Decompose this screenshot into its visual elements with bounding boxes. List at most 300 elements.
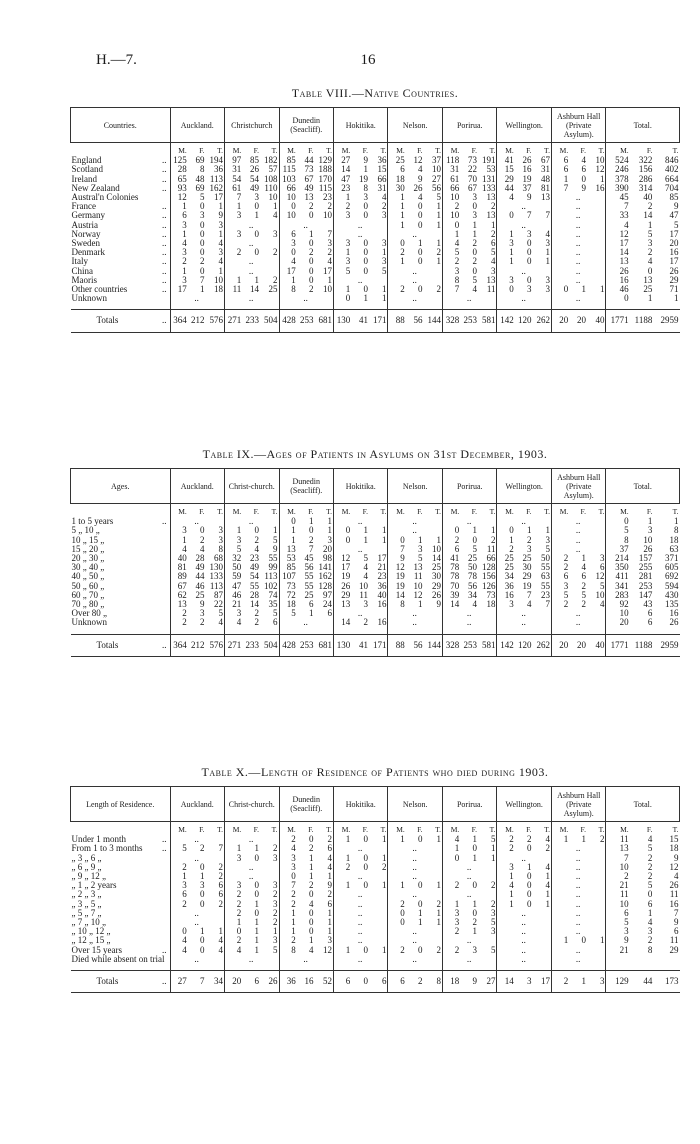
table-cell: 1 <box>647 908 653 918</box>
table-cell: 0 <box>442 854 460 863</box>
sex-subheader: F. <box>199 825 205 834</box>
table-cell: 5 <box>545 544 550 554</box>
table-cell: .. <box>357 908 363 918</box>
table-cell <box>442 936 460 945</box>
table-cell <box>551 526 569 535</box>
table-cell: 173 <box>653 971 679 993</box>
table-cell: 21 <box>606 946 630 955</box>
table-cell: 63 <box>669 544 679 554</box>
table-cell: 4 <box>327 257 333 267</box>
table-caption: Native Countries. <box>364 86 459 100</box>
table-cell <box>587 248 606 257</box>
sex-subheader: M. <box>279 822 297 836</box>
table-cell <box>587 927 606 936</box>
table-cell: 1 <box>200 285 205 295</box>
column-header-group: Christchurch <box>225 108 280 143</box>
table-cell: 2 <box>442 536 460 545</box>
table-cell: 40 <box>377 590 387 600</box>
table-cell: 2 <box>273 890 278 900</box>
table-cell: 0 <box>527 275 532 285</box>
table-cell: .. <box>357 220 363 230</box>
table-cell: .. <box>412 618 417 628</box>
table-cell <box>388 517 406 526</box>
table-cell: 10 <box>359 581 369 591</box>
table-cell <box>478 618 497 627</box>
table-cell: .. <box>248 835 254 845</box>
table-cell: 26 <box>522 156 532 166</box>
table-cell: 49 <box>195 563 205 573</box>
table-cell: 1 <box>581 835 586 845</box>
table-row <box>71 257 680 266</box>
sex-subheader: T. <box>380 507 387 516</box>
table-cell: 5 <box>490 248 496 258</box>
table-cell: 581 <box>478 310 497 332</box>
table-cell: 35 <box>268 600 278 610</box>
table-cell: 1 <box>200 872 205 882</box>
table-cell: 2 <box>279 835 297 844</box>
table-cell: 581 <box>478 634 497 656</box>
table-cell: 29 <box>431 581 441 591</box>
table-cell: 1 <box>442 844 460 853</box>
table-cell <box>551 890 569 899</box>
table-cell: 47 <box>669 211 679 221</box>
column-header-group: Hokitika. <box>334 787 388 822</box>
table-cell <box>388 890 406 899</box>
table-cell: 1 <box>551 936 569 945</box>
table-cell <box>279 955 297 964</box>
table-row <box>71 156 680 165</box>
table-cell: 8 <box>606 536 630 545</box>
sex-subheader: F. <box>526 507 532 516</box>
table-cell: 3 <box>587 971 606 993</box>
row-label: Scotland <box>71 165 103 175</box>
table-cell: .. <box>575 890 581 900</box>
table-cell: 2 <box>490 899 496 909</box>
table-cell: 1 <box>472 899 478 909</box>
table-cell: 26 <box>431 590 441 600</box>
column-header-group: Total. <box>606 108 680 143</box>
table-cell: 4 <box>527 600 532 610</box>
table-cell: 4 <box>497 193 515 202</box>
sex-subheader: T. <box>598 507 605 516</box>
table-cell: 55 <box>250 581 260 591</box>
table-cell: 16 <box>377 618 387 628</box>
table-cell: 8 <box>647 945 653 955</box>
table-row <box>71 936 680 945</box>
table-cell <box>587 618 606 627</box>
table-cell: 504 <box>260 310 279 332</box>
table-cell: 41 <box>351 634 369 656</box>
table-cell: 10 <box>323 285 333 295</box>
table-cell: 25 <box>304 590 314 600</box>
table-cell: .. <box>412 229 417 239</box>
table-cell: 10 <box>643 535 653 545</box>
table-cell <box>587 202 606 211</box>
table-cell <box>587 955 606 964</box>
table-cell: 54 <box>225 175 243 184</box>
sex-subheader: M. <box>170 504 188 518</box>
table-cell: .. <box>466 872 472 882</box>
table-cell: 13 <box>486 211 496 221</box>
sex-subheader: T. <box>435 507 441 516</box>
table-cell <box>225 267 243 276</box>
table-cell <box>388 267 406 276</box>
table-cell: 4 <box>581 563 586 573</box>
table-cell <box>551 239 569 248</box>
table-cell: 0 <box>527 844 532 854</box>
table-cell: 89 <box>170 572 188 581</box>
table-cell: 1 <box>545 526 550 536</box>
table-cell: .. <box>357 275 363 285</box>
table-cell: 14 <box>334 165 352 174</box>
column-header-group: Nelson. <box>388 469 443 504</box>
table-cell <box>225 517 243 526</box>
table-cell: 1 <box>279 909 297 918</box>
table-cell: 5 <box>490 945 496 955</box>
table-cell: 0 <box>442 526 460 535</box>
table-cell: 6 <box>551 572 569 581</box>
table-row <box>71 863 680 872</box>
table-cell: 1 <box>170 202 188 211</box>
table-cell <box>334 230 352 239</box>
table-cell <box>388 844 406 853</box>
table-cell: 14 <box>334 618 352 627</box>
table-cell: 13 <box>643 275 653 285</box>
table-cell: 7 <box>606 854 630 863</box>
table-cell: 262 <box>533 310 552 332</box>
table-row <box>71 285 680 294</box>
table-cell: 5 <box>218 609 223 619</box>
table-cell: 7 <box>200 275 205 285</box>
table-cell: 25 <box>468 554 478 564</box>
table-cell: 1 <box>273 202 278 212</box>
table-cell: 5 <box>225 545 243 554</box>
table-cell <box>424 618 443 627</box>
table-cell: .. <box>357 936 363 946</box>
table-cell <box>533 618 552 627</box>
table-cell: 1 <box>327 908 332 918</box>
table-cell: 1 <box>273 927 278 937</box>
table-cell: 34 <box>468 590 478 600</box>
table-cell: 17 <box>669 229 679 239</box>
table-cell: 0 <box>309 239 314 249</box>
table-cell: 605 <box>665 563 679 573</box>
table-cell <box>551 863 569 872</box>
table-cell: 1 <box>388 257 406 266</box>
table-cell: 2959 <box>653 310 679 332</box>
table-cell: 1 <box>334 881 352 890</box>
table-cell: 1 <box>436 220 441 230</box>
table-cell: 5 <box>442 248 460 257</box>
table-cell: 13 <box>304 193 314 203</box>
table-cell: 3 <box>254 193 260 203</box>
table-cell: 3 <box>327 239 333 249</box>
table-cell: 8 <box>424 971 443 993</box>
table-cell: 3 <box>170 248 188 257</box>
table-cell: .. <box>575 945 581 955</box>
table-row <box>71 267 680 276</box>
leader-dots: .. <box>162 156 167 166</box>
table-cell <box>369 844 388 853</box>
table-cell <box>587 517 606 526</box>
table-caption: Ages of Patients in Asylums on 31st December, 1903. <box>266 447 548 461</box>
table-cell: 144 <box>424 634 443 656</box>
table-cell: 1 <box>418 535 423 545</box>
table-cell: 81 <box>540 183 550 193</box>
table-cell: 2 <box>279 890 297 899</box>
row-label: 30 „ 40 „ <box>71 563 105 573</box>
table-row <box>71 211 680 220</box>
table-cell <box>334 872 352 881</box>
table-cell: 3 <box>442 918 460 927</box>
table-cell <box>551 881 569 890</box>
table-cell: 147 <box>638 590 653 600</box>
table-cell <box>424 294 443 303</box>
table-cell: 16 <box>497 591 515 600</box>
table-cell: .. <box>575 844 581 854</box>
table-cell: 1 <box>436 239 441 249</box>
table-cell: .. <box>412 844 417 854</box>
table-cell: 0 <box>472 844 478 854</box>
table-cell: 3 <box>490 927 496 937</box>
column-header-first: Ages. <box>71 469 171 504</box>
table-cell <box>551 946 569 955</box>
table-cell <box>424 955 443 964</box>
table-cell: 7 <box>279 881 297 890</box>
table-cell: 2 <box>436 945 441 955</box>
leader-dots: .. <box>162 202 167 212</box>
sex-subheader: T. <box>380 825 387 834</box>
table-cell: 13 <box>486 275 496 285</box>
table-cell: 7 <box>674 908 679 918</box>
table-cell: 9 <box>418 174 423 184</box>
table-cell: 18 <box>669 535 679 545</box>
table-cell: 26 <box>669 266 679 276</box>
sex-subheader: F. <box>199 146 205 155</box>
table-cell: 2 <box>472 918 478 928</box>
table-cell: .. <box>521 927 526 937</box>
table-cell: 3 <box>527 285 532 295</box>
table-cell: 8 <box>279 946 297 955</box>
table-cell: 26 <box>250 165 260 175</box>
table-cell: 4 <box>218 239 223 249</box>
table-cell: 17 <box>669 257 679 267</box>
table-cell: 6 <box>674 927 679 937</box>
table-cell: 23 <box>250 554 260 564</box>
sex-subheader: M. <box>388 822 406 836</box>
table-cell: 2 <box>170 900 188 909</box>
table-cell <box>551 900 569 909</box>
table-cell: 1 <box>436 881 441 891</box>
table-cell: 29 <box>522 572 532 582</box>
table-cell: 1 <box>200 927 205 937</box>
table-cell: .. <box>466 936 472 946</box>
table-cell: 3 <box>218 526 223 536</box>
sex-subheader: M. <box>606 143 630 157</box>
table-cell: 66 <box>442 184 460 193</box>
table-cell: 2 <box>599 835 605 845</box>
table-cell: 212 <box>188 634 206 656</box>
table-cell: 0 <box>581 936 586 946</box>
table-cell <box>369 517 388 526</box>
table-cell: 56 <box>406 634 424 656</box>
column-header-group: Auckland. <box>170 787 225 822</box>
table-cell: 1 <box>381 248 387 258</box>
table-native-countries <box>70 86 680 333</box>
table-cell: 1 <box>497 890 515 899</box>
table-cell: 0 <box>527 257 532 267</box>
table-cell <box>225 955 243 964</box>
table-cell: 281 <box>638 572 653 582</box>
table-cell <box>315 955 334 964</box>
column-header-group: Nelson. <box>388 787 443 822</box>
table-cell: 50 <box>468 563 478 573</box>
table-cell: 26 <box>413 183 423 193</box>
table-row <box>71 526 680 535</box>
table-cell: .. <box>575 211 581 221</box>
table-cell: 73 <box>468 156 478 166</box>
table-cell: 0 <box>309 257 314 267</box>
table-cell: 3 <box>225 211 243 220</box>
table-row <box>71 609 680 618</box>
table-cell: .. <box>521 853 526 863</box>
table-cell: 4 <box>472 285 478 295</box>
table-cell: 162 <box>209 183 223 193</box>
table-cell: 4 <box>442 835 460 844</box>
table-cell <box>170 854 188 863</box>
sex-subheader: F. <box>308 146 314 155</box>
table-cell: .. <box>248 220 254 230</box>
table-cell <box>587 900 606 909</box>
table-cell: 10 <box>279 211 297 220</box>
column-header-first: Countries. <box>71 108 171 143</box>
sex-subheader: T. <box>380 146 387 155</box>
table-cell: 1 <box>254 945 260 955</box>
table-cell: 6 <box>551 156 569 165</box>
table-cell: .. <box>248 872 254 882</box>
table-cell <box>497 909 515 918</box>
table-cell: 3 <box>497 239 515 248</box>
sex-subheader: T. <box>435 146 441 155</box>
table-cell <box>170 955 188 964</box>
table-cell: 1 <box>279 918 297 927</box>
table-cell: 9 <box>674 853 679 863</box>
table-cell <box>587 257 606 266</box>
table-cell: 10 <box>606 900 630 909</box>
table-cell: 9 <box>674 202 679 212</box>
table-cell: 0 <box>200 899 205 909</box>
table-cell: .. <box>412 609 417 619</box>
table-cell: 8 <box>363 183 369 193</box>
table-cell: 4 <box>309 899 314 909</box>
table-cell: 0 <box>388 909 406 918</box>
table-cell: .. <box>357 844 363 854</box>
sex-subheader: F. <box>253 825 260 834</box>
table-cell <box>424 890 443 899</box>
table-cell <box>630 955 654 964</box>
table-cell: 2 <box>309 844 314 854</box>
table-cell: 3 <box>218 248 223 258</box>
table-cell: 74 <box>268 590 278 600</box>
column-header-group: Ashburn Hall (Private Asylum). <box>551 787 606 822</box>
table-row <box>71 294 680 303</box>
table-cell: 0 <box>418 835 423 845</box>
sex-subheader: F. <box>580 825 586 834</box>
table-cell: 26 <box>606 267 630 276</box>
table-cell: 129 <box>318 156 333 166</box>
table-cell: 5 <box>647 844 653 854</box>
table-cell: 1 <box>497 536 515 545</box>
table-cell: 5 <box>647 229 653 239</box>
table-cell: .. <box>575 853 581 863</box>
table-cell: 3 <box>381 257 387 267</box>
table-cell: 3 <box>334 239 352 248</box>
table-cell: 36 <box>214 165 223 175</box>
table-cell <box>551 230 569 239</box>
sex-subheader: M. <box>551 822 569 836</box>
table-cell <box>533 955 552 964</box>
table-cell: 2 <box>647 872 653 882</box>
table-cell: 2 <box>200 257 205 267</box>
table-cell: 3 <box>273 229 278 239</box>
table-cell: 34 <box>497 572 515 581</box>
table-cell: 14 <box>431 554 441 564</box>
table-cell: 0 <box>309 918 314 928</box>
table-cell: 70 <box>442 582 460 591</box>
table-cell: 0 <box>527 872 532 882</box>
table-cell: 14 <box>442 600 460 609</box>
table-cell: 1 <box>327 918 332 928</box>
row-label: 50 „ 60 „ <box>71 581 105 591</box>
table-cell: 3 <box>545 535 550 545</box>
table-cell: 14 <box>643 211 653 221</box>
table-cell: 65 <box>170 175 188 184</box>
table-cell: 110 <box>264 183 278 193</box>
table-cell: 5 <box>599 581 605 591</box>
table-cell: 14 <box>497 971 515 993</box>
table-cell: 102 <box>264 581 278 591</box>
table-cell: 78 <box>442 563 460 572</box>
table-cell: 2 <box>309 248 314 258</box>
table-cell: 3 <box>472 211 478 221</box>
table-cell: 7 <box>225 193 243 202</box>
table-cell <box>551 536 569 545</box>
table-cell: 31 <box>540 165 550 175</box>
table-cell: 17 <box>214 193 223 203</box>
table-cell: 214 <box>606 554 630 563</box>
sex-subheader: F. <box>580 146 586 155</box>
table-cell: 1 <box>418 600 423 610</box>
table-cell: 0 <box>200 248 205 258</box>
table-cell: 0 <box>363 285 369 295</box>
table-cell: 1 <box>436 918 441 928</box>
table-cell: 3 <box>515 971 533 993</box>
table-cell: 156 <box>638 165 653 175</box>
table-cell: 156 <box>481 572 496 582</box>
table-cell: 14 <box>606 248 630 257</box>
table-cell: 1 <box>273 526 278 536</box>
table-cell: 6 <box>218 881 223 891</box>
table-cell: 286 <box>638 174 653 184</box>
table-cell: 12 <box>388 563 406 572</box>
table-row <box>71 536 680 545</box>
table-cell: 1 <box>599 285 605 295</box>
table-cell: 1 <box>472 220 478 230</box>
table-cell: 17 <box>279 267 297 276</box>
table-cell: 0 <box>418 248 423 258</box>
table-caption: Length of Residence of Patients who died during 1903. <box>260 765 549 779</box>
table-cell: 1 <box>334 248 352 257</box>
